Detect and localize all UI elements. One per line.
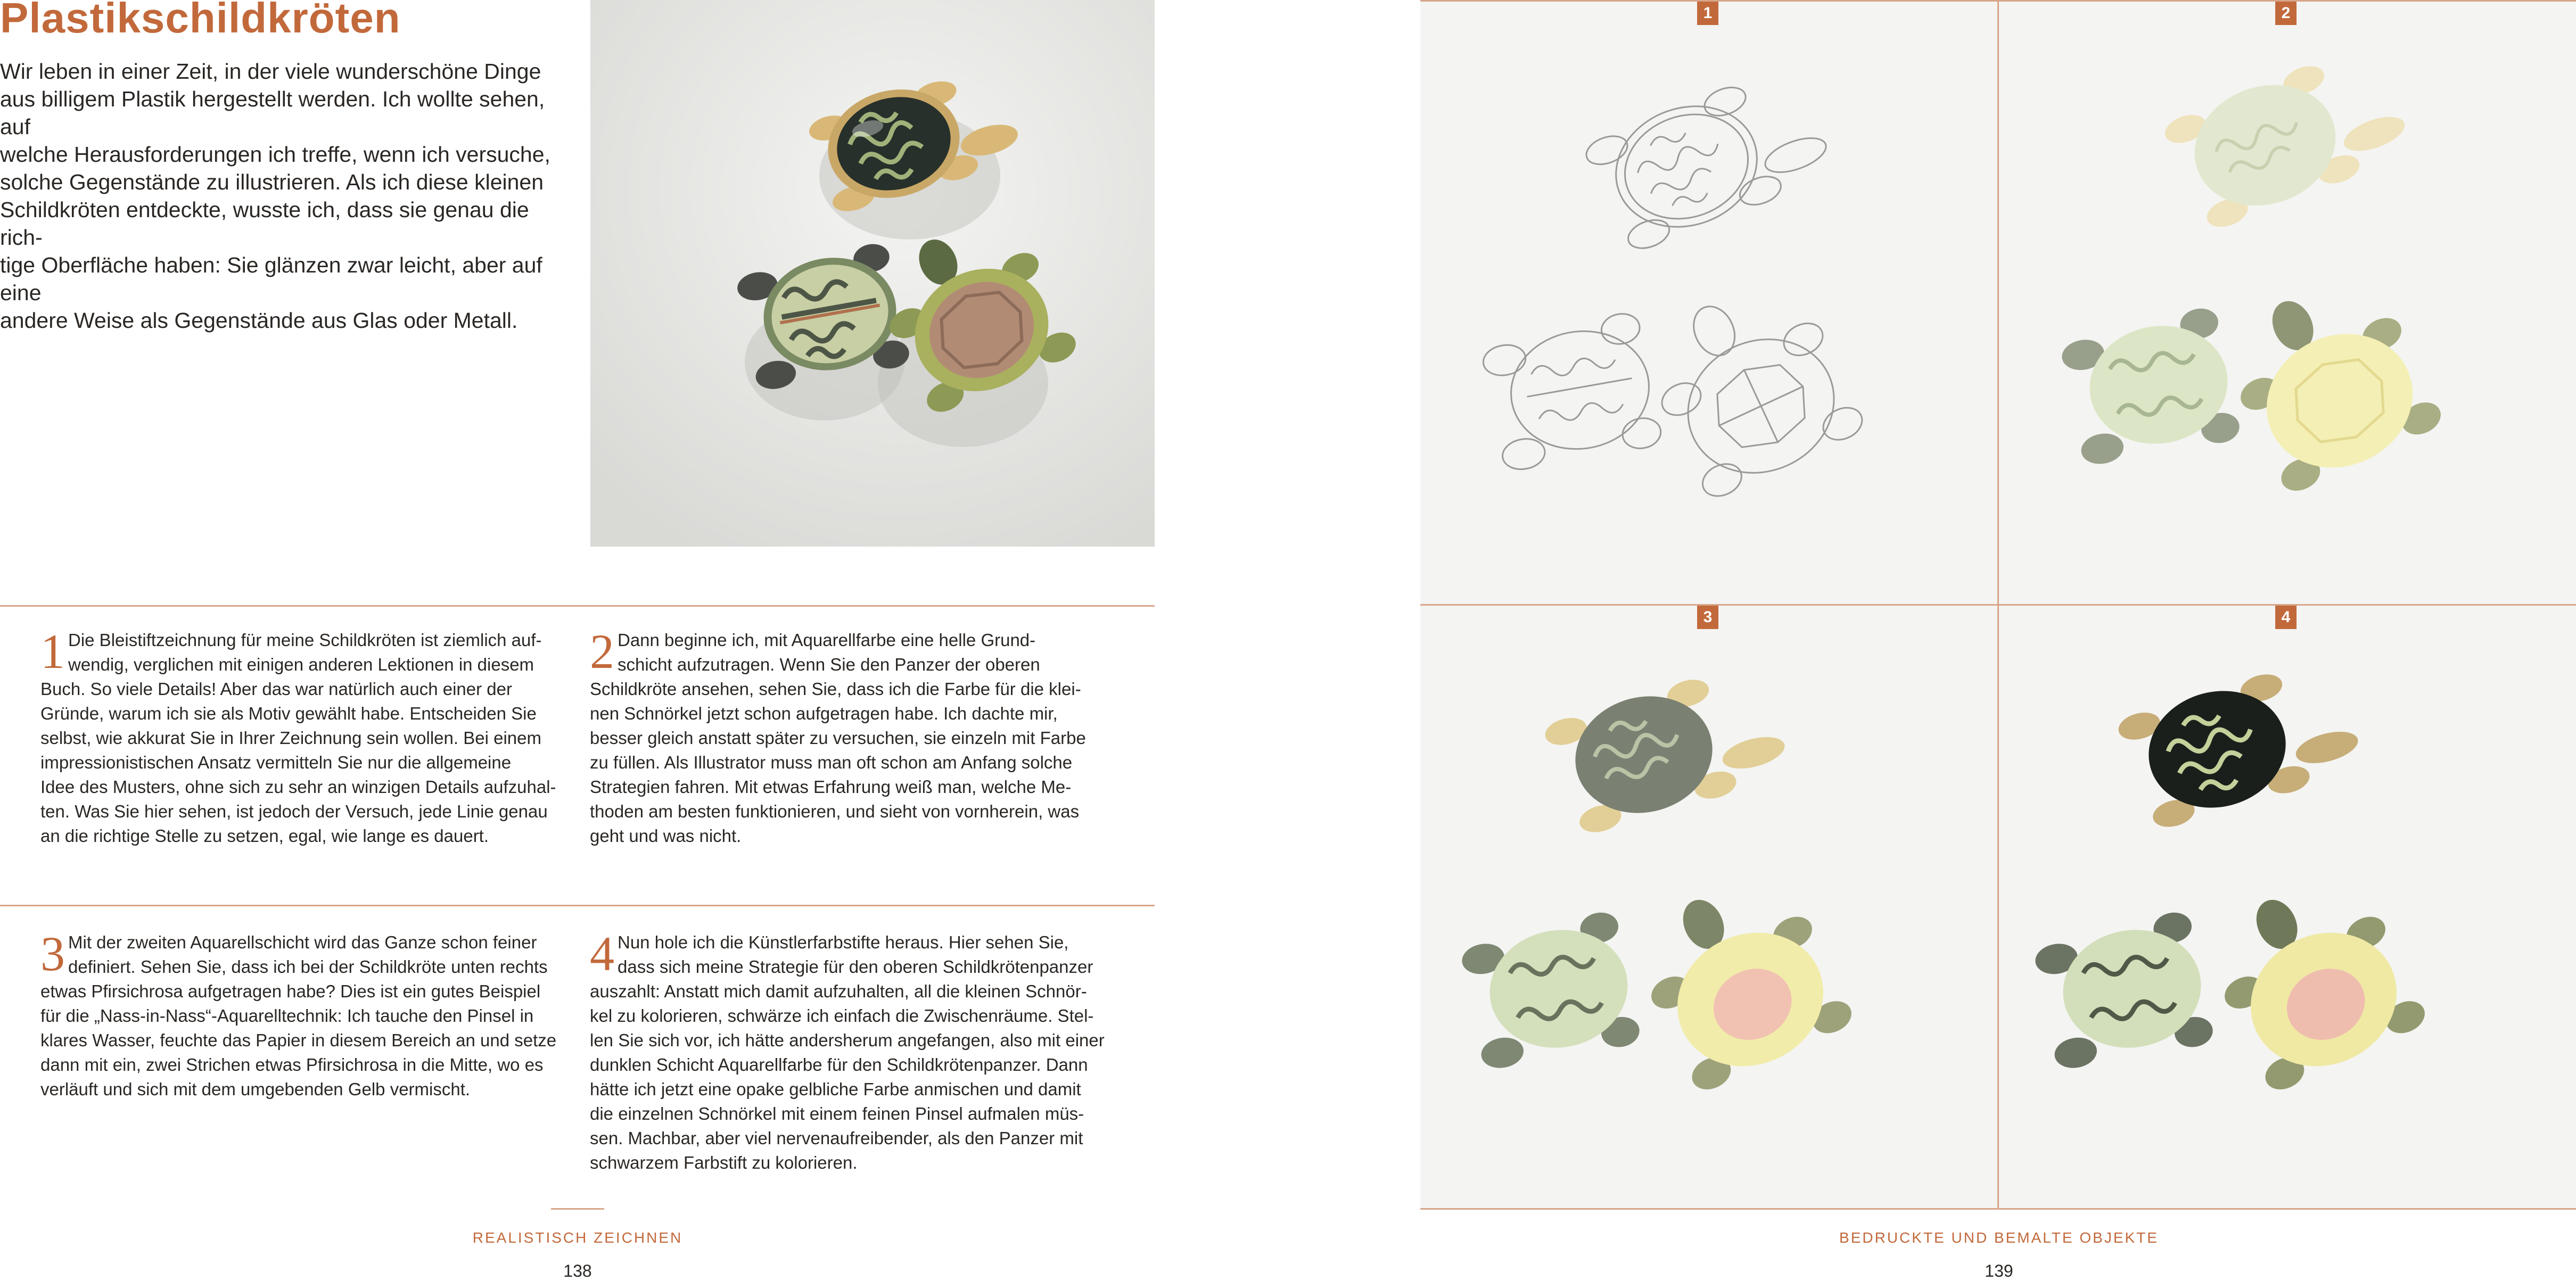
step-line: Die Bleistiftzeichnung für meine Schildkröten ist ziemlich auf- (68, 630, 542, 650)
panel-3-badge: 3 (1697, 606, 1718, 629)
step-line: Idee des Musters, ohne sich zu sehr an winzigen Details aufzuhal- (40, 777, 556, 797)
step-line: etwas Pfirsichrosa aufgetragen habe? Dies ist ein gutes Beispiel (40, 981, 541, 1001)
step-line: sen. Machbar, aber viel nervenaufreibender, als den Panzer mit (590, 1128, 1083, 1148)
panel-3-second-wash (1420, 606, 1997, 1208)
intro-line: Wir leben in einer Zeit, in der viele wunderschöne Dinge (0, 59, 541, 84)
step-line: definiert. Sehen Sie, dass ich bei der Schildkröte unten rechts (68, 957, 548, 977)
page-title: Plastikschildkröten (0, 0, 401, 42)
page-number-left: 138 (563, 1261, 592, 1280)
step-line: schwarzem Farbstift zu kolorieren. (590, 1153, 858, 1172)
panel-4-colored-pencil (1999, 606, 2576, 1208)
step-line: impressionistischen Ansatz vermitteln Sie nur die allgemeine (40, 753, 512, 772)
step-1-text (40, 624, 573, 848)
step-number: 2 (590, 624, 614, 679)
step-line: dass sich meine Strategie für den oberen Schildkrötenpanzer (618, 957, 1093, 977)
step-line: selbst, wie akkurat Sie in Ihrer Zeichnung sein wollen. Bei einem (40, 728, 541, 748)
step-line: besser gleich anstatt später zu versuchen, sie einzeln mit Farbe (590, 728, 1086, 748)
panel-2-badge: 2 (2275, 2, 2297, 25)
step-line: Gründe, warum ich sie als Motiv gewählt habe. Entscheiden Sie (40, 704, 537, 723)
step-line: Strategien fahren. Mit etwas Erfahrung weiß man, welche Me- (590, 777, 1072, 797)
panel-4-badge: 4 (2275, 606, 2297, 629)
step-line: thoden am besten funktionieren, und sieht von vornherein, was (590, 801, 1080, 821)
running-footer-left: REALISTISCH ZEICHNEN (472, 1229, 683, 1246)
page-number-right: 139 (1985, 1261, 2013, 1280)
step-line: dann mit ein, zwei Strichen etwas Pfirsichrosa in die Mitte, wo es (40, 1055, 544, 1075)
step-3-text (40, 927, 573, 1102)
step-line: schicht aufzutragen. Wenn Sie den Panzer der oberen (618, 655, 1040, 674)
step-2-text (590, 624, 1149, 848)
panel-2-first-wash (1999, 2, 2576, 604)
step-line: zu füllen. Als Illustrator muss man oft schon am Anfang solche (590, 753, 1073, 772)
step-4-text (590, 927, 1149, 1175)
step-line: Schildkröte ansehen, sehen Sie, dass ich die Farbe für die klei- (590, 679, 1081, 699)
intro-paragraph (0, 57, 570, 334)
step-number: 4 (590, 927, 614, 981)
step-line: Buch. So viele Details! Aber das war natürlich auch einer der (40, 679, 512, 699)
footer-rule (551, 1208, 604, 1210)
step-line: wendig, verglichen mit einigen anderen Lektionen in diesem (68, 655, 534, 674)
step-line: für die „Nass-in-Nass“-Aquarelltechnik: Ich tauche den Pinsel in (40, 1006, 534, 1026)
step-line: nen Schnörkel jetzt schon aufgetragen habe. Ich dachte mir, (590, 704, 1058, 723)
step-line: an die richtige Stelle zu setzen, egal, wie lange es dauert. (40, 826, 489, 846)
step-line: kel zu kolorieren, schwärze ich einfach die Zwischenräume. Stel- (590, 1006, 1094, 1026)
step-line: len Sie sich vor, ich hätte andersherum angefangen, also mit einer (590, 1030, 1105, 1050)
step-line: Mit der zweiten Aquarellschicht wird das Ganze schon feiner (68, 932, 537, 952)
step-line: hätte ich jetzt eine opake gelbliche Farbe anmischen und damit (590, 1079, 1081, 1099)
step-line: die einzelnen Schnörkel mit einem feinen Pinsel aufmalen müs- (590, 1104, 1084, 1123)
divider-middle (0, 905, 1155, 906)
intro-line: aus billigem Plastik hergestellt werden. Ich wollte sehen, auf (0, 87, 545, 139)
running-footer-right: BEDRUCKTE UND BEMALTE OBJEKTE (1839, 1229, 2159, 1246)
intro-line: welche Herausforderungen ich treffe, wenn ich versuche, (0, 142, 550, 167)
panel-1-badge: 1 (1697, 2, 1718, 25)
step-number: 3 (40, 927, 65, 981)
step-line: verläuft und sich mit dem umgebenden Gelb vermischt. (40, 1079, 471, 1099)
divider-top (0, 605, 1155, 607)
step-line: ten. Was Sie hier sehen, ist jedoch der Versuch, jede Linie genau (40, 801, 548, 821)
intro-line: tige Oberfläche haben: Sie glänzen zwar leicht, aber auf eine (0, 253, 542, 305)
step-line: auszahlt: Anstatt mich damit aufzuhalten, all die kleinen Schnör- (590, 981, 1087, 1001)
step-line: dunklen Schicht Aquarellfarbe für den Schildkrötenpanzer. Dann (590, 1055, 1088, 1075)
step-line: klares Wasser, feuchte das Papier in diesem Bereich an und setze (40, 1030, 557, 1050)
step-line: geht und was nicht. (590, 826, 742, 846)
turtle-photo (590, 0, 1155, 547)
panel-1-pencil-sketch (1420, 2, 1997, 604)
intro-line: Schildkröten entdeckte, wusste ich, dass sie genau die rich- (0, 197, 529, 250)
step-number: 1 (40, 624, 65, 679)
intro-line: andere Weise als Gegenstände aus Glas oder Metall. (0, 308, 518, 333)
intro-line: solche Gegenstände zu illustrieren. Als ich diese kleinen (0, 170, 544, 194)
step-line: Dann beginne ich, mit Aquarellfarbe eine helle Grund- (618, 630, 1036, 650)
step-line: Nun hole ich die Künstlerfarbstifte heraus. Hier sehen Sie, (618, 932, 1069, 952)
